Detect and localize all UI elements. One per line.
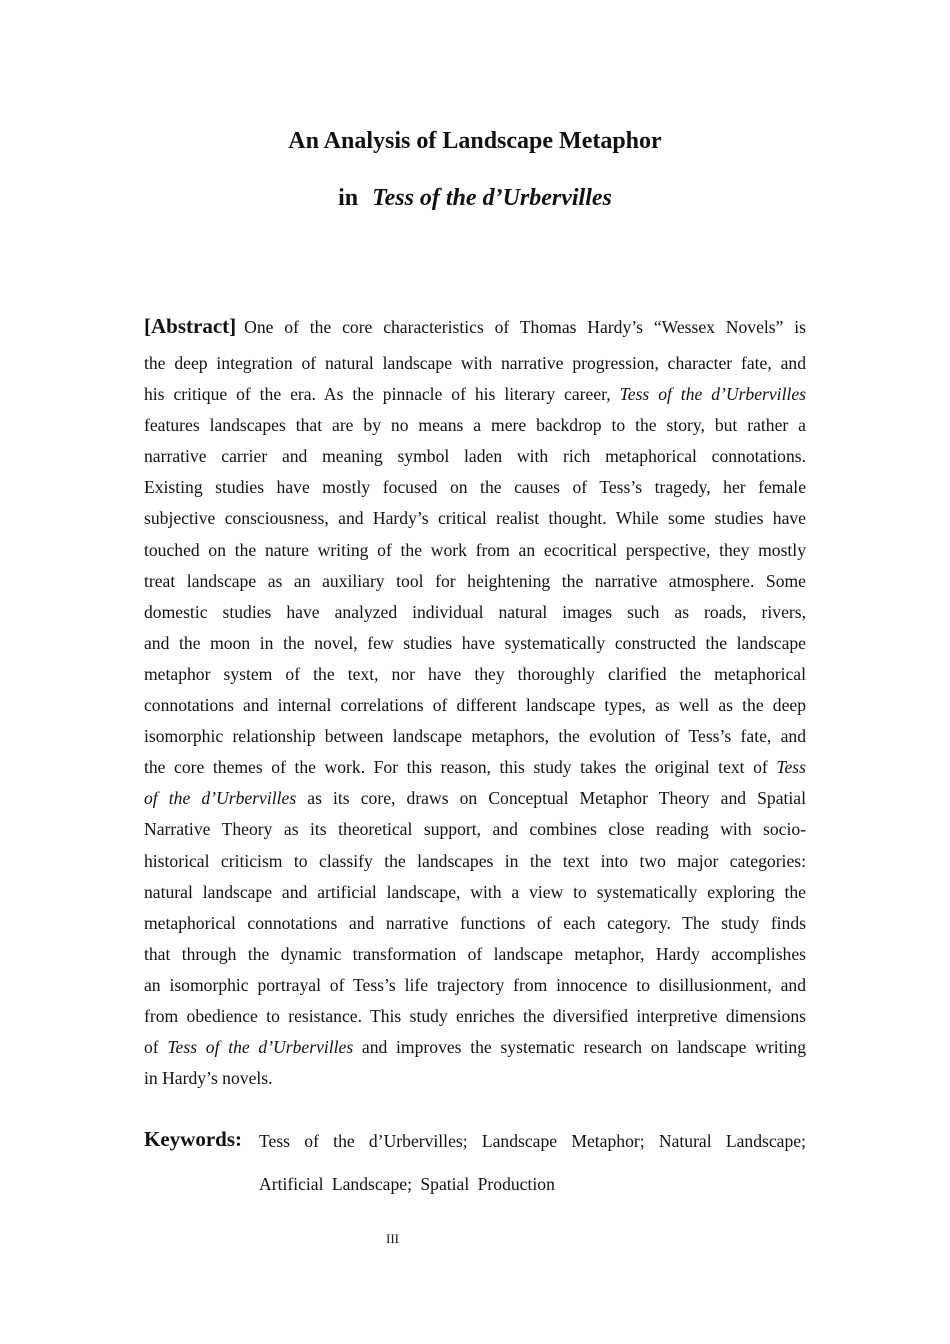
abstract-line bbox=[144, 970, 806, 1001]
abstract-text: in Hardy’s novels. bbox=[144, 1068, 273, 1089]
abstract-text: Narrative Theory as its theoretical support, and combines close reading with socio- bbox=[144, 819, 806, 840]
abstract-line bbox=[144, 566, 806, 597]
abstract-text: One of the core characteristics of Thomas Hardy’s “Wessex Novels” is bbox=[244, 317, 806, 337]
title-prefix: in bbox=[338, 185, 359, 211]
abstract-italic-text: of the d’Urbervilles bbox=[144, 788, 297, 809]
page-number: III bbox=[386, 1231, 399, 1246]
abstract-line bbox=[144, 846, 806, 877]
abstract-line bbox=[144, 628, 806, 659]
abstract-italic-text: Tess of the d’Urbervilles bbox=[167, 1037, 354, 1058]
title-book-name: Tess of the d’Urbervilles bbox=[372, 185, 612, 211]
keywords-label: Keywords: bbox=[144, 1127, 242, 1151]
abstract-line bbox=[144, 597, 806, 628]
abstract-italic-text: Tess of the d’Urbervilles bbox=[619, 384, 807, 405]
abstract-text: features landscapes that are by no means a mere backdrop to the story, but rather a bbox=[144, 415, 806, 436]
abstract-text: the deep integration of natural landscape with narrative progression, character fate, and bbox=[144, 353, 806, 373]
abstract-line bbox=[144, 1001, 806, 1032]
abstract-line bbox=[144, 877, 806, 908]
abstract-line bbox=[144, 690, 806, 721]
abstract-label: [Abstract] bbox=[144, 314, 237, 338]
keywords-list-line2: Artificial Landscape; Spatial Production bbox=[259, 1174, 555, 1194]
abstract-text: the core themes of the work. For this reason, this study takes the original text of bbox=[144, 757, 777, 778]
abstract-text: that through the dynamic transformation of landscape metaphor, Hardy accomplishes bbox=[144, 943, 806, 964]
abstract-text: Existing studies have mostly focused on the causes of Tess’s tragedy, her female bbox=[144, 477, 806, 498]
abstract-text: subjective consciousness, and Hardy’s critical realist thought. While some studies have bbox=[144, 508, 806, 529]
abstract-line bbox=[144, 908, 806, 939]
abstract-section bbox=[144, 306, 806, 1094]
abstract-text: metaphorical connotations and narrative functions of each category. The study finds bbox=[144, 912, 806, 933]
paper-title-line2 bbox=[0, 181, 950, 215]
abstract-text: historical criticism to classify the landscapes in the text into two major categories: bbox=[144, 850, 806, 871]
abstract-line bbox=[144, 379, 806, 410]
abstract-text: metaphor system of the text, nor have they thoroughly clarified the metaphorical bbox=[144, 663, 806, 684]
abstract-line bbox=[144, 814, 806, 845]
abstract-text: natural landscape and artificial landscape, with a view to systematically exploring the bbox=[144, 881, 806, 902]
abstract-line bbox=[144, 410, 806, 441]
abstract-line bbox=[144, 306, 806, 348]
abstract-text: connotations and internal correlations of different landscape types, as well as the deep bbox=[144, 695, 806, 716]
abstract-italic-text: Tess bbox=[776, 757, 806, 778]
abstract-line bbox=[144, 721, 806, 752]
abstract-line bbox=[144, 1032, 806, 1063]
abstract-line bbox=[144, 752, 806, 783]
abstract-line bbox=[144, 503, 806, 534]
paper-title: An Analysis of Landscape Metaphor bbox=[288, 128, 662, 154]
abstract-line bbox=[144, 1063, 806, 1094]
abstract-text: isomorphic relationship between landscape metaphors, the evolution of Tess’s fate, and bbox=[144, 726, 806, 747]
abstract-text: domestic studies have analyzed individual natural images such as roads, rivers, bbox=[144, 601, 806, 622]
abstract-text: from obedience to resistance. This study enriches the diversified interpretive dimensions bbox=[144, 1005, 806, 1026]
abstract-line bbox=[144, 939, 806, 970]
abstract-line bbox=[144, 472, 806, 503]
abstract-text: as its core, draws on Conceptual Metaphor Theory and Spatial bbox=[296, 788, 807, 809]
abstract-text: and improves the systematic research on landscape writing bbox=[353, 1037, 806, 1058]
abstract-text: of bbox=[144, 1037, 168, 1058]
abstract-line bbox=[144, 783, 806, 814]
abstract-text: an isomorphic portrayal of Tess’s life trajectory from innocence to disillusionment, and bbox=[144, 974, 806, 995]
abstract-text: treat landscape as an auxiliary tool for heightening the narrative atmosphere. Some bbox=[144, 570, 806, 591]
abstract-text: touched on the nature writing of the work from an ecocritical perspective, they mostly bbox=[144, 539, 806, 560]
abstract-line bbox=[144, 659, 806, 690]
abstract-text: and the moon in the novel, few studies have systematically constructed the landscape bbox=[144, 632, 806, 653]
abstract-line bbox=[144, 348, 806, 379]
keywords-list-line1: Tess of the d’Urbervilles; Landscape Metaphor; Natural Landscape; bbox=[259, 1131, 806, 1151]
abstract-text: his critique of the era. As the pinnacle of his literary career, bbox=[144, 384, 620, 405]
abstract-text: narrative carrier and meaning symbol laden with rich metaphorical connotations. bbox=[144, 446, 806, 467]
abstract-line bbox=[144, 535, 806, 566]
abstract-line bbox=[144, 441, 806, 472]
